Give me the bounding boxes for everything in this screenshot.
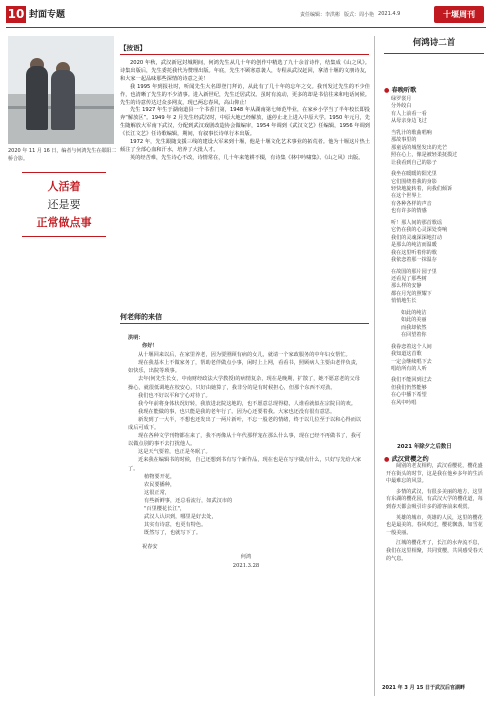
designer-credit: 版式：周小艳 — [344, 12, 375, 18]
poem-line: 还看见了那些树 — [391, 275, 427, 282]
pull-quote — [12, 178, 116, 232]
bullet-icon: ● — [384, 456, 390, 463]
poem1-title-text: 春晚听歌 — [391, 87, 417, 94]
letter-paragraph: 我今年前将身体状况好转，我放进北院这地的，也不愿意总现得稳，人谁看就似在宗院目的欢。 — [138, 400, 356, 407]
letter-paragraph: 现在各种文学刊物都在来了，我不再像从十年代那样宠在那么什么事，现在已经不再做书了，我可以做点别的事不去打扰他人。 — [128, 433, 362, 448]
poem-line: 听！那人间的那首歌谣 — [391, 219, 442, 226]
intro-paragraph: 先生 1927 年生于湖南道县一个书香门第，1948 年从湖南第七师范毕业，在家乡小学当了半年校长即投奔“解放区”。1949 年 2 月先生经武汉时，中原大地已经解放，遂停止北上进入中原大学。1950 年元月，先生随解放大军南下武汉，分配到武汉戏剧改造协会做编审，1954 年调到《武汉文艺》任编辑，1956 年调到《长江文艺》任诗歌编辑，期间，有叙事长诗单行本出版。 — [120, 107, 370, 138]
poem2-paragraph: 多情的武汉，有很多美丽的地方，这里有东湖的樱花园，有武汉大学的樱花道，每到春天都会吸引许多的游客前来观赏。 — [386, 488, 483, 510]
letter-closing: 祝春安 — [142, 544, 158, 551]
poem-line: 在风中吟唱 — [391, 399, 417, 406]
poem-line: 从母亲身边飞过 — [391, 118, 427, 125]
poem-line: 在回望着你 — [401, 332, 427, 339]
page-header — [0, 0, 492, 28]
letter-addressee: 洪明： — [128, 335, 144, 341]
poem-line: 照在心上，像是被轻柔抚摸过 — [391, 152, 458, 159]
letter-verse: "百里樱花长江"， — [144, 505, 186, 512]
poems-header: 何鸿诗二首 — [412, 38, 456, 48]
poem-line: 有人上前看一看 — [391, 110, 427, 117]
poems-header-divider — [384, 53, 484, 54]
poem2-title-text: 武汉赏樱之约 — [391, 456, 429, 463]
letter-verse: 有些新鲜事，还总看流行，如武汉市的 — [144, 497, 233, 504]
poem-line: 而我却依然 — [401, 324, 427, 331]
poem2-date: 2021 年 3 月 15 日于武汉后官湖畔 — [382, 685, 466, 691]
intro-divider — [120, 54, 369, 55]
intro-paragraph: 我 1995 年到报社时，听闻先生大名即登门拜访，从此有了几十年的忘年之交。我刊发过先生的不少佳作，也清晰了先生的不少清事。进入新世纪，先生迁居武汉。虽时有流动，更多的却是书信往来和电话问候。先生的诗意传达过众多网友，现已两忘春风，高山仰止！ — [120, 83, 370, 106]
poem-line: 轻快地旋转着，向我们倾诉 — [391, 185, 453, 192]
poem-line: 如此的纯洁 — [401, 309, 427, 316]
letter-verse: 植物要开花， — [144, 473, 176, 480]
poem2-paragraph: 阔别的老友相约，武汉看樱花，樱花盛开在街头的时节，这是我在他乡多年的生活中最难忘的风景。 — [386, 463, 483, 485]
pull-quote-line-2: 还是要 — [47, 198, 81, 211]
poem-line: 我在这里听着你的歌 — [391, 249, 437, 256]
poem-line: 我知道这首歌 — [391, 351, 422, 358]
masthead-logo: 十堰周刊 — [434, 6, 484, 23]
poem2-paragraph: 英雄的城市，英雄的人民，这里的樱花也是最美的。春风吹过，樱花飘落，如雪花一般美丽。 — [386, 514, 483, 536]
poem1-date: 2021 年除夕之后数日 — [397, 444, 452, 450]
letter-verse: 既然写了，也就写下了。 — [144, 530, 202, 537]
pull-quote-line-1: 人活着 — [47, 180, 81, 193]
poem-line: 绿罗裳月 — [391, 96, 412, 102]
photo-two-men — [8, 36, 114, 144]
credits — [300, 11, 400, 18]
header-divider — [6, 27, 486, 28]
letter-paragraph: 这是天气要着，也正是冬眠了。 — [138, 449, 211, 456]
letter-title: 何老师的来信 — [120, 313, 162, 321]
poem-line: 那么样的安静 — [391, 283, 422, 290]
poem-line: 悄悄地生长 — [391, 298, 417, 305]
letter-signature: 何鸿 — [240, 554, 252, 561]
intro-paragraph: 2020 年秋，武汉新冠封城期间，何鸿先生从几十年的创作中精选了九十余首诗作，结集成《山之风》。诗集出版后，先生委托我代为赞理出版。年底，先生不顾寒意袭人，专程从武汉赶回，拿清十堰的文朋诗友，和大家一起品味那些深情的诗意之美！ — [120, 60, 370, 82]
poem2-title — [384, 454, 429, 463]
letter-verse: 这很正常， — [144, 489, 170, 496]
intro-paragraph: 英的经苦难，先生诗心不改，诗情常在，几十年来笔耕不辍，有诗集《林中吟啸集》、《山之风》出版。 — [130, 154, 364, 161]
poem1-body — [391, 96, 487, 407]
intro-article — [120, 60, 370, 163]
poem-line: 我依恋着那一抹温存 — [391, 257, 437, 264]
letter-body — [128, 334, 364, 570]
letter-greeting: 你好！ — [142, 343, 158, 350]
poem-line: 那故事里的 — [391, 137, 417, 144]
intro-paragraph: 1972 年，先生跟随支援三线的建设大军来到十堰，他是十堰文化艺术事业的拓荒者。他为十堰这片热土倾注了全部心血和汗水，培养了大批人才。 — [120, 139, 370, 153]
letter-verse: 农民要播种， — [144, 481, 176, 488]
poem1-title — [384, 85, 416, 94]
poem-line: 是那么的纯洁而温暖 — [391, 242, 437, 249]
poem-line: 有各种各样的声音 — [391, 200, 432, 207]
photo-caption: 2020 年 11 月 16 日，编者与何鸿先生在郧阳二桥合影。 — [8, 148, 117, 162]
poem-line: 我眷恋着这个人间 — [391, 343, 432, 350]
poem-line: 也有许多的情感 — [391, 208, 427, 215]
bullet-icon: ● — [384, 87, 390, 94]
section-title: 封面专题 — [29, 10, 66, 20]
letter-paragraph: 从十堰回来以后，在家里养老，因为要照顾有病的女儿，就请一个家政服务的中年妇女帮忙。 — [138, 352, 351, 359]
poem2-paragraph: 江城的樱花开了，长江的水奔流不息，我们在这里相聚，共同赏樱，共同感受春天的气息。 — [386, 540, 483, 562]
poem-line: 如此的美丽 — [401, 317, 427, 324]
poem-line: 它们围绕着我的身影 — [391, 178, 437, 185]
poem-line: 分外皎白 — [391, 103, 412, 110]
letter-paragraph: 近来我在编辑书的时候，自己还想到书有写个新作品，现在也是在写字做点什么，只好写先给大家了。 — [128, 457, 362, 472]
intro-tag: 【按语】 — [120, 44, 146, 52]
letter-verse: 武汉人认识到，哪里是好去处， — [144, 514, 217, 521]
poem-line: 让我看到自己的影子 — [391, 159, 437, 166]
poem-line: 在故国的那片园子里 — [391, 268, 437, 275]
poem-line: 它仍在我的心灵深处奏响 — [391, 227, 448, 234]
letter-verse: 其实有诗意，也更有特色。 — [144, 522, 207, 529]
poem-line: 一定会继续唱下去 — [391, 358, 432, 365]
letter-date: 2021.3.28 — [232, 562, 260, 569]
quote-divider-bottom — [22, 236, 106, 237]
quote-divider-top — [22, 172, 106, 173]
poem-line: 在心中播下希望 — [391, 392, 427, 399]
poem-line: 当乳汁的歌曲唱响 — [391, 129, 432, 136]
poem-line: 但我们仍然能够 — [391, 384, 427, 391]
editor-credit: 责任编辑：李洪彬 — [300, 12, 341, 18]
column-divider — [374, 36, 375, 696]
letter-paragraph: 新发到了一大半，不想也还发出了一两片新叶，不忘一股老的情绪，终于以几位至于以和心得而以成后可成下。 — [128, 416, 362, 432]
issue-date: 2021.4.9 — [378, 11, 401, 17]
pull-quote-line-3: 正常做点事 — [36, 216, 92, 229]
poem-line: 我们不能回到过去 — [391, 377, 432, 384]
poem2-body — [386, 463, 486, 566]
letter-paragraph: 我现在能做的事，也只能是我的老年行了。因为心还要着我。大家也还没有很有意思。 — [138, 408, 336, 415]
letter-paragraph: 现在我基本上不做家务了，帮助老伴做点小事，闲时上上网，看看书，照顾病人主要由老伴负责，如快乐，出院等琐事。 — [128, 360, 362, 375]
poem-line: 在这个世界上 — [391, 193, 422, 200]
poem-line: 唱给所有的人听 — [391, 365, 427, 372]
page-number: 10 — [7, 7, 25, 21]
letter-paragraph: 去年(何先生长女，中南财经政法大学教授)的病情复杂，现在是晚期，扩散了，她不愿意老的父母操心，就很低调地在校安心，只好由她算了，我非分的是有时候担心，但那个东西不对劲。 — [128, 376, 360, 391]
poem-line: 都在月光的照耀下 — [391, 290, 432, 297]
letter-divider — [120, 323, 369, 324]
poem-line: 那童话的城堡发出的光芒 — [391, 144, 448, 151]
letter-paragraph: 我们也不好以平和宁心对待了。 — [138, 392, 211, 399]
poem-line: 我坐在暖暖的阳光里 — [391, 171, 437, 178]
poem-line: 我们的灵魂深深地打动 — [391, 234, 442, 241]
